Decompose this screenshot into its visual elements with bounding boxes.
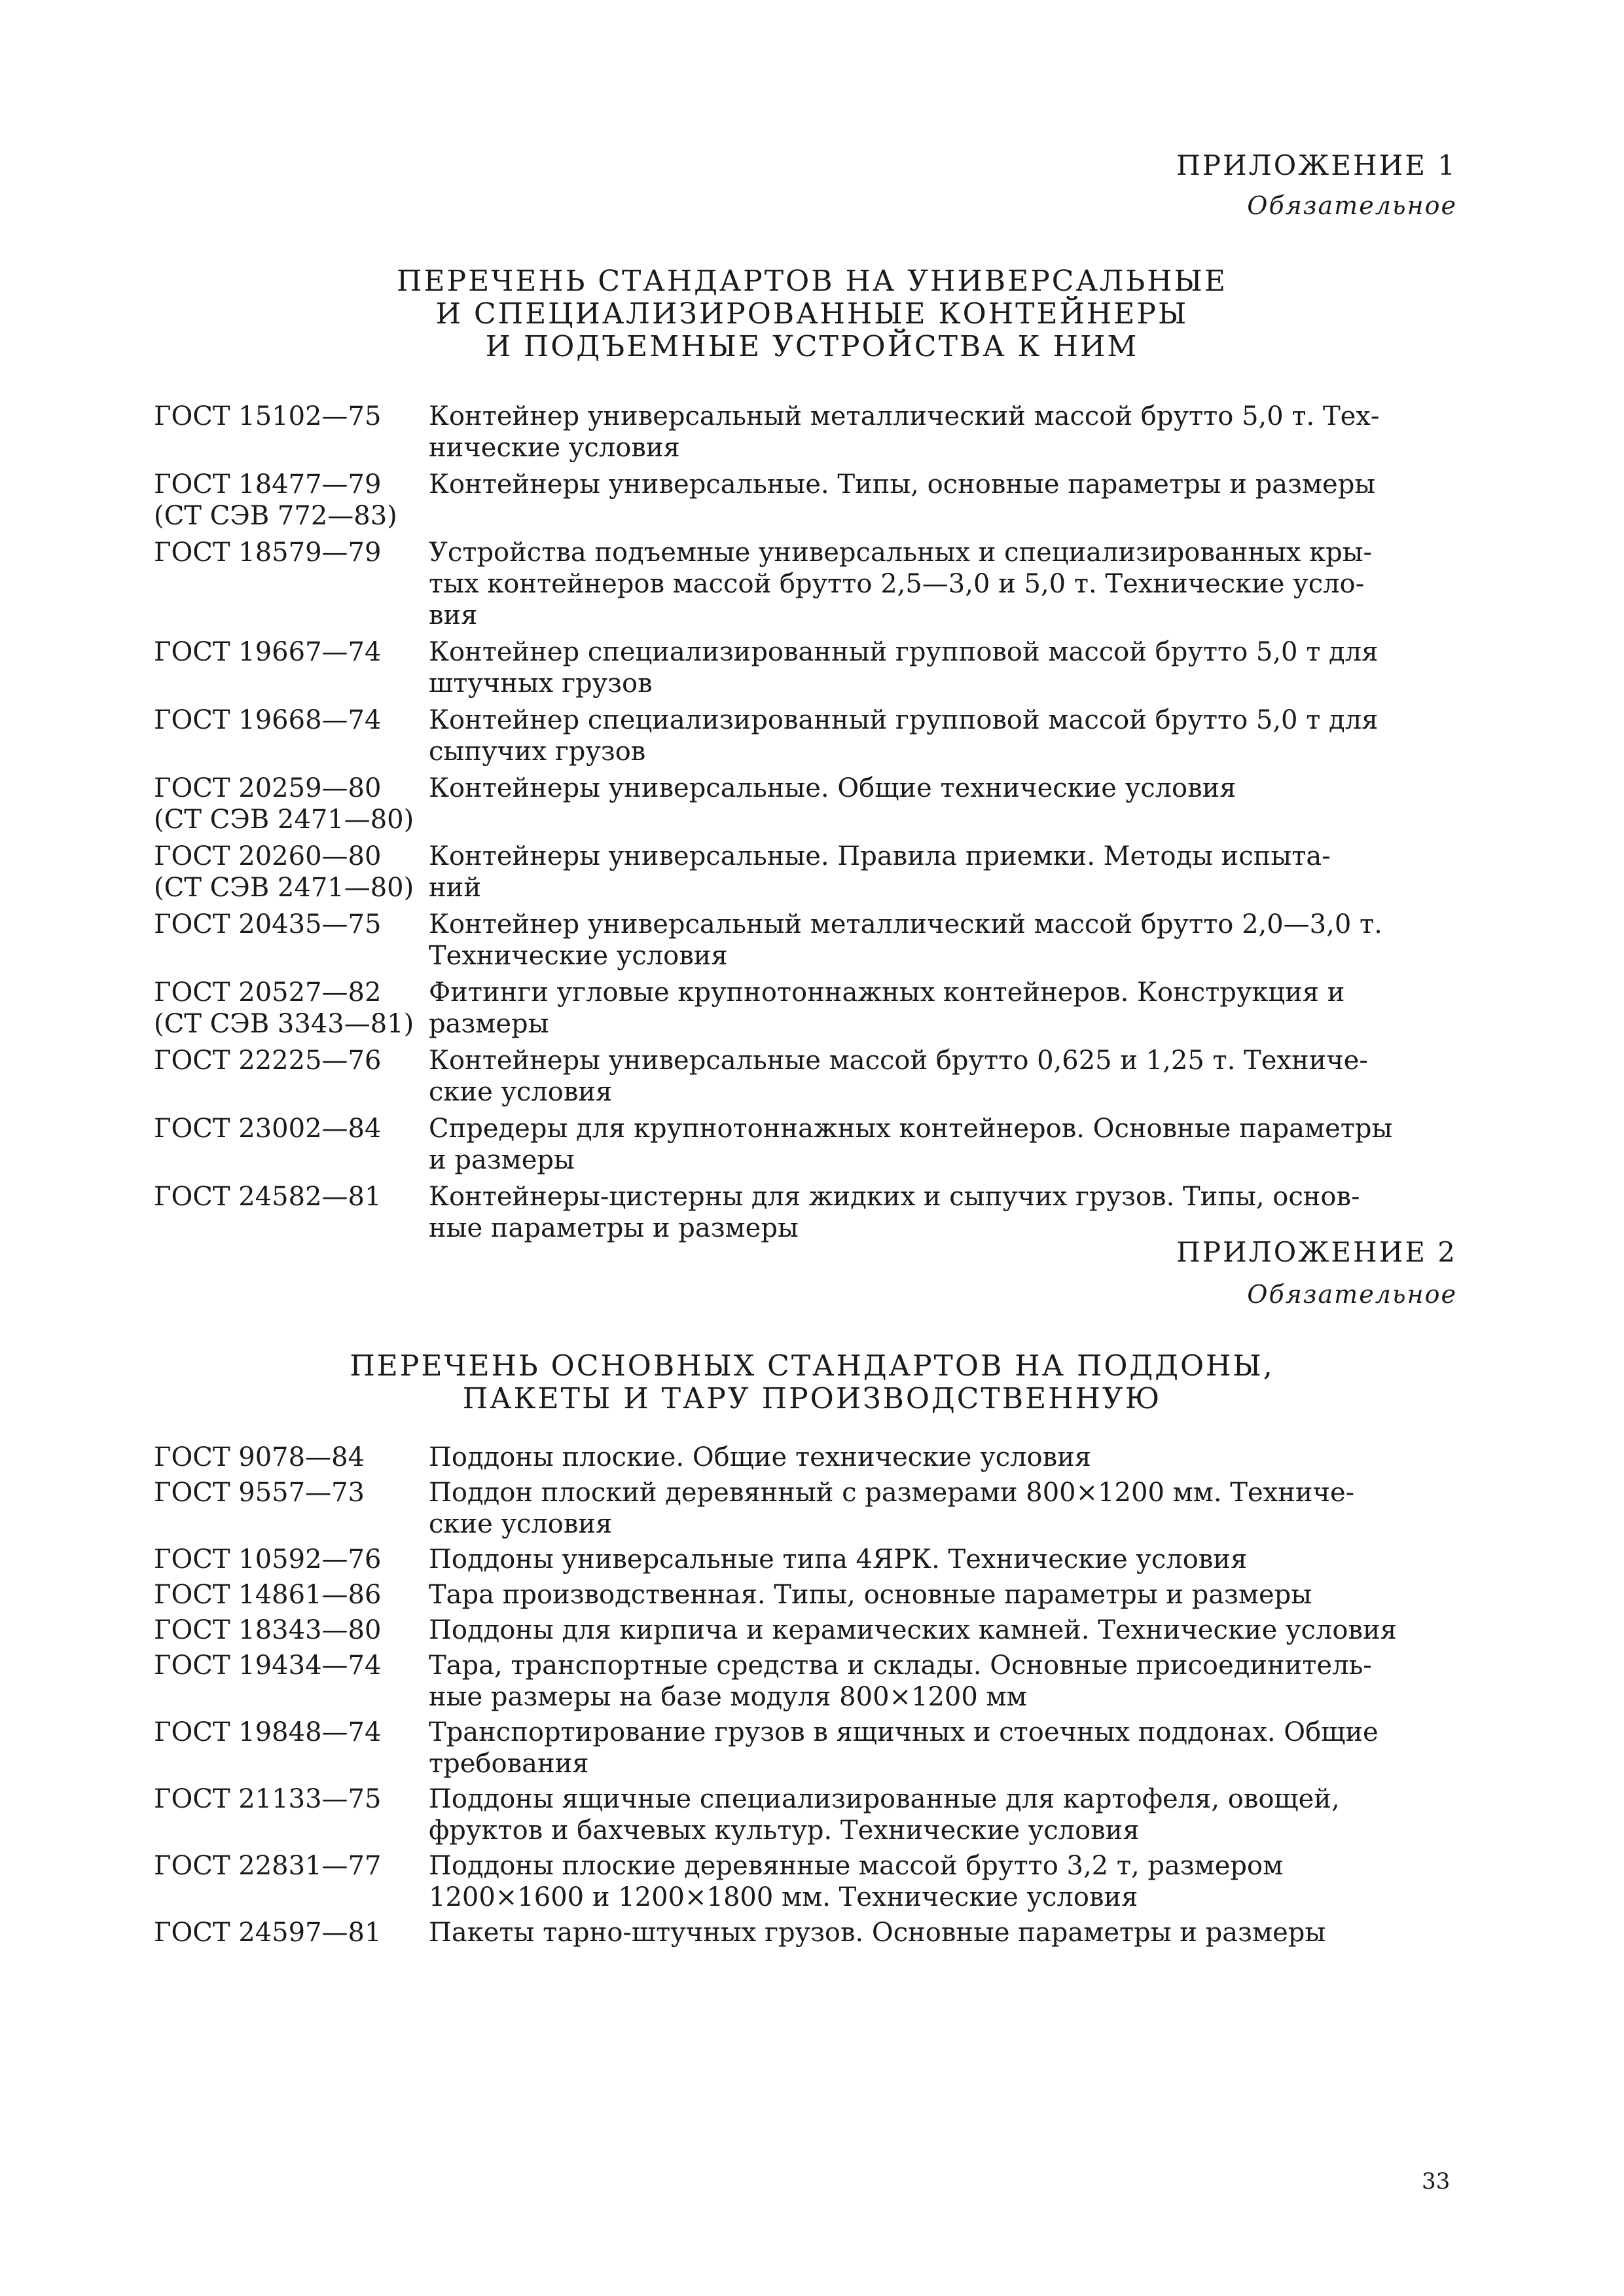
appendix-1-title: [0, 265, 1624, 363]
standard-code: [154, 1650, 429, 1681]
standard-entry: [154, 469, 1376, 532]
standard-description-line: Тара производственная. Типы, основные параметры и размеры: [429, 1580, 1312, 1610]
standard-description-line: Поддоны ящичные специализированные для картофеля, овощей,: [429, 1784, 1340, 1814]
standard-description: [429, 1544, 1332, 1575]
standard-code-line: ГОСТ 22225—76: [154, 1046, 382, 1076]
standard-code: [154, 537, 429, 568]
appendix-1-label: ПРИЛОЖЕНИЕ 1: [1176, 149, 1457, 181]
standard-code-line: (СТ СЭВ 2471—80): [154, 873, 414, 903]
standard-description-line: Тара, транспортные средства и склады. Основные присоединитель-: [429, 1650, 1372, 1681]
standard-description-line: Контейнер специализированный групповой массой брутто 5,0 т для: [429, 705, 1379, 735]
standard-description-line: Контейнеры универсальные массой брутто 0,625 и 1,25 т. Техниче-: [429, 1046, 1368, 1076]
standard-entry: [154, 1045, 1368, 1108]
standard-description-line: тых контейнеров массой брутто 2,5—3,0 и 5,0 т. Технические усло-: [429, 569, 1365, 599]
standard-code-line: ГОСТ 19667—74: [154, 637, 382, 667]
standard-description-line: ские условия: [429, 1509, 613, 1539]
standard-description: [429, 909, 1382, 972]
standard-description-line: Фитинги угловые крупнотоннажных контейнеров. Конструкция и: [429, 977, 1345, 1008]
standard-entry: [154, 537, 1373, 631]
standard-entry: [154, 1717, 1379, 1779]
standard-description-line: Технические условия: [429, 941, 728, 971]
appendix-2-status: Обязательное: [1247, 1280, 1457, 1309]
standard-entry: [154, 841, 1332, 903]
standard-code: [154, 1579, 429, 1611]
standard-code: [154, 909, 429, 940]
standard-description-line: требования: [429, 1749, 589, 1779]
standard-code: [154, 1850, 429, 1882]
standard-code: [154, 841, 429, 903]
standard-code: [154, 977, 429, 1040]
standard-entry: [154, 1650, 1372, 1713]
standard-code-line: ГОСТ 20260—80: [154, 841, 382, 871]
standard-description-line: Контейнеры универсальные. Правила приемки. Методы испыта-: [429, 841, 1331, 871]
standard-description-line: Контейнер универсальный металлический массой брутто 5,0 т. Тех-: [429, 401, 1380, 431]
standard-entry: [154, 773, 1332, 835]
standard-code-line: ГОСТ 10592—76: [154, 1544, 382, 1575]
standard-entry: [154, 909, 1382, 972]
standard-code: [154, 704, 429, 736]
standard-description-line: 1200×1600 и 1200×1800 мм. Технические условия: [429, 1882, 1138, 1912]
standard-entry: [154, 1783, 1340, 1846]
standard-description: [429, 1477, 1354, 1540]
appendix-1-title-line: И СПЕЦИАЛИЗИРОВАННЫЕ КОНТЕЙНЕРЫ: [435, 297, 1189, 331]
standard-code-line: ГОСТ 15102—75: [154, 401, 382, 431]
standard-code-line: (СТ СЭВ 772—83): [154, 501, 397, 531]
standard-code-line: ГОСТ 9078—84: [154, 1442, 365, 1472]
standard-description-line: ний: [429, 873, 481, 903]
standard-code-line: ГОСТ 14861—86: [154, 1580, 382, 1610]
standard-description: [429, 401, 1379, 464]
standard-description-line: фруктов и бахчевых культур. Технические условия: [429, 1815, 1140, 1846]
standard-description-line: сыпучих грузов: [429, 737, 646, 767]
standard-code-line: ГОСТ 18579—79: [154, 538, 382, 568]
standard-description: [429, 1917, 1332, 1948]
standard-entry: [154, 1113, 1393, 1176]
standard-description-line: ские условия: [429, 1077, 613, 1107]
appendix-1-title-line: И ПОДЪЕМНЫЕ УСТРОЙСТВА К НИМ: [485, 330, 1139, 363]
standard-code: [154, 1442, 429, 1473]
standard-code: [154, 1783, 429, 1815]
page-number: 33: [1422, 2168, 1451, 2195]
standard-code-line: ГОСТ 23002—84: [154, 1114, 382, 1144]
standard-description: [429, 1783, 1340, 1846]
standard-code-line: ГОСТ 19668—74: [154, 705, 382, 735]
standard-description: [429, 1045, 1368, 1108]
standard-code: [154, 401, 429, 432]
standard-code-line: ГОСТ 20527—82: [154, 977, 382, 1008]
standard-description: [429, 977, 1344, 1040]
standard-code-line: ГОСТ 22831—77: [154, 1851, 382, 1881]
standard-code-line: ГОСТ 18343—80: [154, 1615, 382, 1645]
standard-code: [154, 1045, 429, 1076]
standard-description-line: вия: [429, 600, 478, 630]
standard-code: [154, 1717, 429, 1748]
appendix-2-title-line: ПАКЕТЫ И ТАРУ ПРОИЗВОДСТВЕННУЮ: [462, 1382, 1162, 1415]
standard-code-line: ГОСТ 18477—79: [154, 469, 382, 500]
appendix-2-title: [0, 1350, 1624, 1415]
standard-description: [429, 1850, 1332, 1913]
standard-description-line: штучных грузов: [429, 668, 653, 699]
standard-description-line: Контейнеры универсальные. Общие технические условия: [429, 773, 1236, 803]
standard-code-line: ГОСТ 20259—80: [154, 773, 382, 803]
standard-code: [154, 1477, 429, 1508]
standard-code: [154, 1544, 429, 1575]
standard-entry: [154, 1579, 1332, 1611]
standard-entry: [154, 636, 1379, 699]
standard-code-line: ГОСТ 24582—81: [154, 1182, 382, 1212]
standard-description-line: Спредеры для крупнотоннажных контейнеров. Основные параметры: [429, 1114, 1393, 1144]
standard-description: [429, 1650, 1372, 1713]
standard-entry: [154, 1181, 1360, 1244]
standard-code-line: ГОСТ 19848—74: [154, 1717, 382, 1747]
standard-description: [429, 537, 1372, 631]
standard-description: [429, 841, 1332, 903]
appendix-1-standards-list: [154, 401, 1393, 1249]
standard-code: [154, 469, 429, 532]
standard-code-line: (СТ СЭВ 3343—81): [154, 1009, 414, 1039]
standard-code-line: ГОСТ 19434—74: [154, 1650, 382, 1681]
standard-description: [429, 1181, 1360, 1244]
standard-description-line: и размеры: [429, 1145, 575, 1175]
standard-description-line: ные параметры и размеры: [429, 1213, 799, 1243]
standard-description-line: Пакеты тарно-штучных грузов. Основные параметры и размеры: [429, 1918, 1326, 1948]
standard-description-line: Поддоны для кирпича и керамических камней. Технические условия: [429, 1615, 1397, 1645]
standard-code-line: ГОСТ 24597—81: [154, 1918, 382, 1948]
standard-entry: [154, 1917, 1332, 1948]
appendix-2-label: ПРИЛОЖЕНИЕ 2: [1176, 1236, 1457, 1268]
standard-code: [154, 1181, 429, 1212]
standard-description-line: Поддоны универсальные типа 4ЯРК. Технические условия: [429, 1544, 1248, 1575]
standard-code: [154, 1113, 429, 1144]
standard-description-line: ные размеры на базе модуля 800×1200 мм: [429, 1682, 1027, 1712]
standard-code-line: ГОСТ 20435—75: [154, 909, 382, 939]
standard-code-line: ГОСТ 9557—73: [154, 1478, 365, 1508]
standard-description: [429, 1113, 1392, 1176]
standard-entry: [154, 1477, 1355, 1540]
standard-description: [429, 469, 1375, 500]
standard-description-line: Устройства подъемные универсальных и специализированных кры-: [429, 538, 1373, 568]
standard-entry: [154, 401, 1380, 464]
standard-description-line: Контейнеры универсальные. Типы, основные параметры и размеры: [429, 469, 1376, 500]
standard-code: [154, 773, 429, 835]
appendix-2-title-line: ПЕРЕЧЕНЬ ОСНОВНЫХ СТАНДАРТОВ НА ПОДДОНЫ,: [350, 1349, 1274, 1383]
standard-description-line: Поддон плоский деревянный с размерами 800×1200 мм. Техниче-: [429, 1478, 1355, 1508]
standard-code: [154, 1614, 429, 1646]
standard-entry: [154, 1544, 1332, 1575]
standard-description-line: нические условия: [429, 433, 680, 463]
appendix-1-title-line: ПЕРЕЧЕНЬ СТАНДАРТОВ НА УНИВЕРСАЛЬНЫЕ: [397, 264, 1227, 298]
standard-description-line: Поддоны плоские деревянные массой брутто 3,2 т, размером: [429, 1851, 1284, 1881]
standard-code: [154, 1917, 429, 1948]
standard-description: [429, 773, 1332, 804]
standard-description: [429, 1579, 1332, 1611]
standard-description-line: Поддоны плоские. Общие технические условия: [429, 1442, 1092, 1472]
standard-description-line: Транспортирование грузов в ящичных и стоечных поддонах. Общие: [429, 1717, 1379, 1747]
standard-code-line: ГОСТ 21133—75: [154, 1784, 382, 1814]
standard-entry: [154, 1442, 1332, 1473]
appendix-2-standards-list: [154, 1442, 1397, 1952]
standard-entry: [154, 1614, 1397, 1646]
standard-description: [429, 636, 1378, 699]
appendix-1-status: Обязательное: [1247, 191, 1457, 220]
standard-description: [429, 1717, 1379, 1779]
standard-description-line: Контейнер специализированный групповой массой брутто 5,0 т для: [429, 637, 1379, 667]
standard-entry: [154, 704, 1379, 767]
standard-code: [154, 636, 429, 668]
standard-description: [429, 1442, 1332, 1473]
standard-description-line: Контейнеры-цистерны для жидких и сыпучих грузов. Типы, основ-: [429, 1182, 1360, 1212]
standard-description: [429, 1614, 1397, 1646]
standard-description-line: размеры: [429, 1009, 549, 1039]
standard-entry: [154, 977, 1345, 1040]
standard-entry: [154, 1850, 1332, 1913]
standard-description-line: Контейнер универсальный металлический массой брутто 2,0—3,0 т.: [429, 909, 1382, 939]
standard-code-line: (СТ СЭВ 2471—80): [154, 805, 414, 835]
standard-description: [429, 704, 1378, 767]
